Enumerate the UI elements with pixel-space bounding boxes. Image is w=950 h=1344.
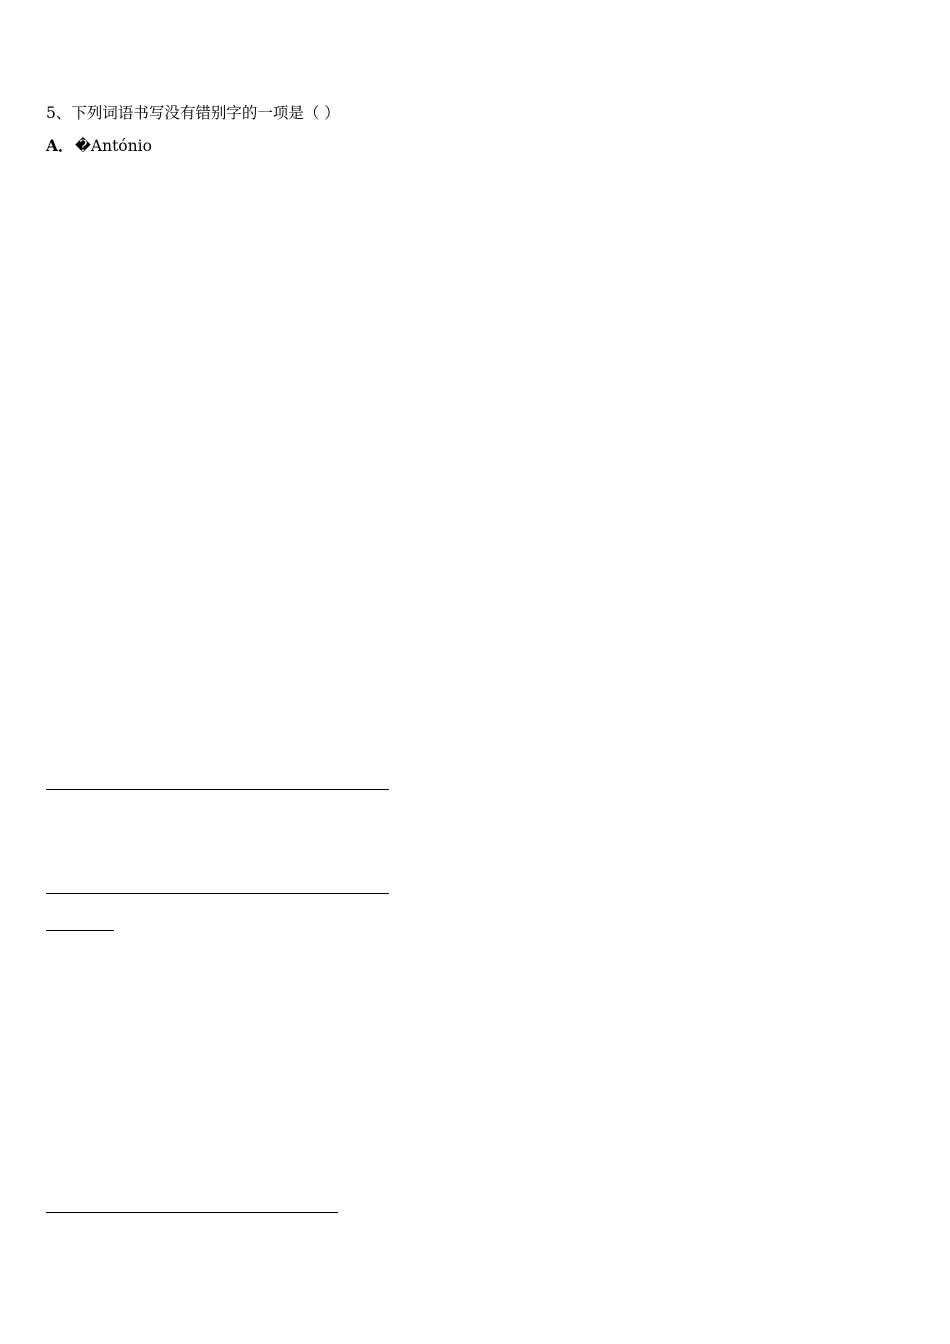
blank-deeds[interactable] [128, 1196, 338, 1213]
option-label: A． [46, 136, 74, 155]
blank-captain[interactable] [80, 914, 114, 931]
q6-part2-line [46, 911, 908, 931]
option-word: �António [75, 137, 152, 155]
answer-line[interactable] [46, 893, 389, 894]
q7-fill-line [46, 1193, 908, 1213]
answer-line[interactable] [46, 789, 389, 790]
blank-author[interactable] [46, 914, 80, 931]
blank-patriot[interactable] [46, 1196, 128, 1213]
q5-stem: 5、下列词语书写没有错别字的一项是（ ） [46, 104, 340, 122]
